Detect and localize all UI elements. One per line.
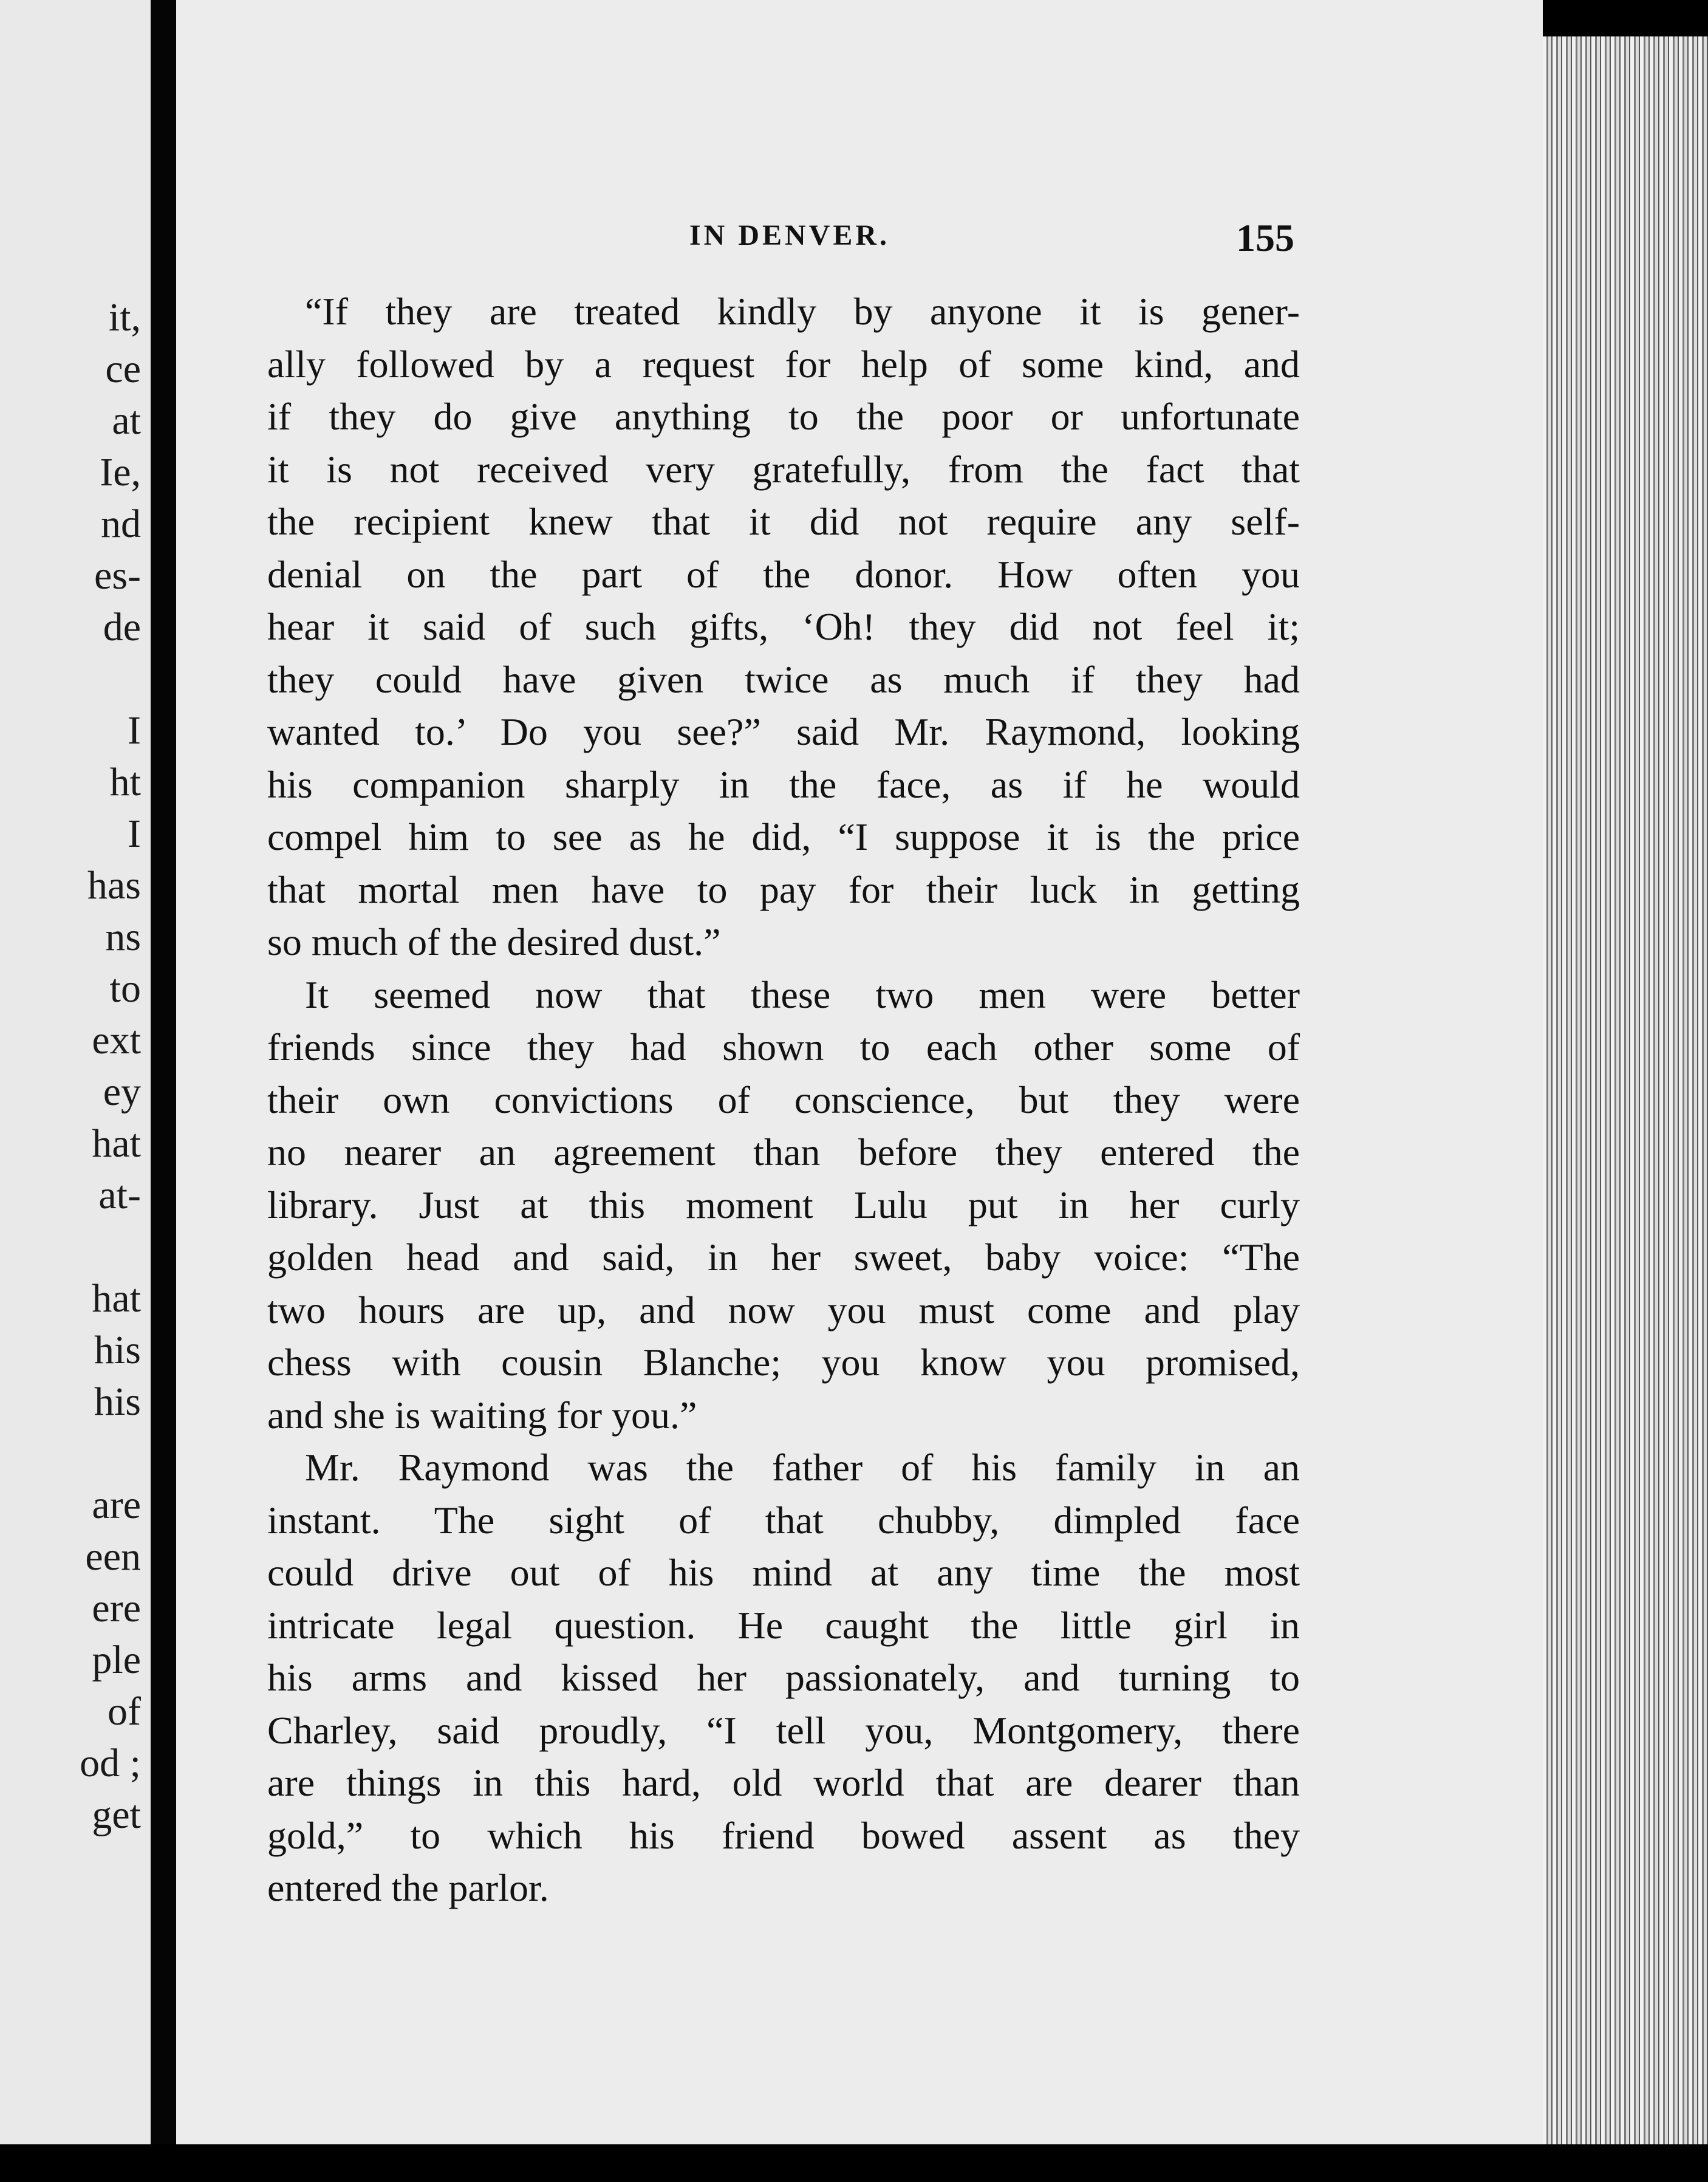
previous-page-text-fragment: get bbox=[92, 1793, 141, 1837]
text-line: Charley, said proudly, “I tell you, Montgomery, there bbox=[267, 1708, 1300, 1752]
text-line: hear it said of such gifts, ‘Oh! they did not feel it; bbox=[267, 605, 1300, 648]
previous-page-text-fragment: ere bbox=[92, 1586, 141, 1630]
previous-page-text-fragment: ey bbox=[103, 1070, 141, 1114]
previous-page-text-fragment: ext bbox=[92, 1018, 141, 1062]
text-line: that mortal men have to pay for their luck in getting bbox=[267, 867, 1300, 911]
page-number: 155 bbox=[1236, 216, 1294, 259]
previous-page-text-fragment: ce bbox=[105, 347, 141, 391]
text-line: if they do give anything to the poor or unfortunate bbox=[267, 395, 1300, 438]
previous-page-text-fragment: his bbox=[94, 1328, 141, 1372]
previous-page-text-fragment: I bbox=[128, 812, 141, 856]
text-line: they could have given twice as much if they had bbox=[267, 657, 1300, 701]
text-line: wanted to.’ Do you see?” said Mr. Raymond, looking bbox=[267, 710, 1300, 753]
text-line: it is not received very gratefully, from the fact that bbox=[267, 447, 1300, 491]
previous-page-text-fragment: hat bbox=[92, 1121, 141, 1166]
previous-page-text-fragment: ple bbox=[92, 1638, 141, 1682]
body-text bbox=[267, 286, 1300, 1915]
previous-page-text-fragment: hat bbox=[92, 1276, 141, 1321]
text-line: their own convictions of conscience, but they were bbox=[267, 1078, 1300, 1121]
text-line: entered the parlor. bbox=[267, 1866, 549, 1909]
previous-page-text-fragment: ns bbox=[105, 915, 141, 959]
text-line: golden head and said, in her sweet, baby voice: “The bbox=[267, 1236, 1300, 1279]
previous-page-text-fragment: nd bbox=[101, 502, 141, 546]
previous-page-text-fragment: de bbox=[103, 605, 141, 649]
previous-page-text-fragment: his bbox=[94, 1380, 141, 1424]
text-line: two hours are up, and now you must come and play bbox=[267, 1288, 1300, 1332]
text-line: It seemed now that these two men were better bbox=[305, 973, 1300, 1016]
text-line: ally followed by a request for help of some kind, and bbox=[267, 342, 1300, 386]
previous-page-text-fragment: at bbox=[112, 398, 141, 443]
text-line: his arms and kissed her passionately, and turning to bbox=[267, 1656, 1300, 1699]
text-line: library. Just at this moment Lulu put in her curly bbox=[267, 1183, 1300, 1226]
text-line: and she is waiting for you.” bbox=[267, 1393, 697, 1437]
previous-page-text-fragment: at- bbox=[98, 1173, 141, 1217]
running-head: IN DENVER. bbox=[689, 219, 890, 251]
previous-page-text-fragment: es- bbox=[94, 553, 141, 598]
book-gutter bbox=[151, 0, 176, 2182]
text-line: denial on the part of the donor. How often you bbox=[267, 552, 1300, 596]
previous-page-text-fragment: has bbox=[87, 863, 141, 908]
previous-page-text-fragment: Ie, bbox=[100, 450, 141, 494]
previous-page-text-fragment: are bbox=[92, 1483, 141, 1527]
page-edges-top-shadow bbox=[1543, 0, 1708, 36]
page-edges bbox=[1543, 0, 1708, 2182]
text-line: gold,” to which his friend bowed assent as they bbox=[267, 1813, 1300, 1857]
previous-page-text-fragment: od ; bbox=[80, 1741, 141, 1785]
previous-page-text-fragment: of bbox=[108, 1689, 141, 1734]
text-line: instant. The sight of that chubby, dimpled face bbox=[267, 1498, 1300, 1542]
book-page bbox=[176, 0, 1543, 2182]
previous-page-text-fragment: it, bbox=[108, 295, 141, 340]
previous-page-fragment bbox=[0, 0, 151, 2144]
previous-page-text-fragment: I bbox=[128, 708, 141, 753]
text-line: no nearer an agreement than before they entered the bbox=[267, 1130, 1300, 1174]
previous-page-text-fragment: een bbox=[85, 1534, 141, 1579]
text-line: the recipient knew that it did not require any self- bbox=[267, 500, 1300, 543]
text-line: Mr. Raymond was the father of his family in an bbox=[305, 1446, 1300, 1489]
previous-page-text-fragment: to bbox=[109, 966, 141, 1011]
text-line: chess with cousin Blanche; you know you promised, bbox=[267, 1341, 1300, 1384]
text-line: intricate legal question. He caught the little girl in bbox=[267, 1603, 1300, 1647]
text-line: so much of the desired dust.” bbox=[267, 920, 721, 963]
text-line: compel him to see as he did, “I suppose it is the price bbox=[267, 815, 1300, 858]
text-line: his companion sharply in the face, as if he would bbox=[267, 762, 1300, 806]
scan-border bbox=[0, 2144, 1708, 2182]
previous-page-text-fragment: ht bbox=[109, 760, 141, 804]
text-line: could drive out of his mind at any time the most bbox=[267, 1551, 1300, 1594]
text-line: “If they are treated kindly by anyone it is gener- bbox=[305, 290, 1300, 333]
text-line: are things in this hard, old world that are dearer than bbox=[267, 1761, 1300, 1804]
text-line: friends since they had shown to each other some of bbox=[267, 1025, 1300, 1069]
